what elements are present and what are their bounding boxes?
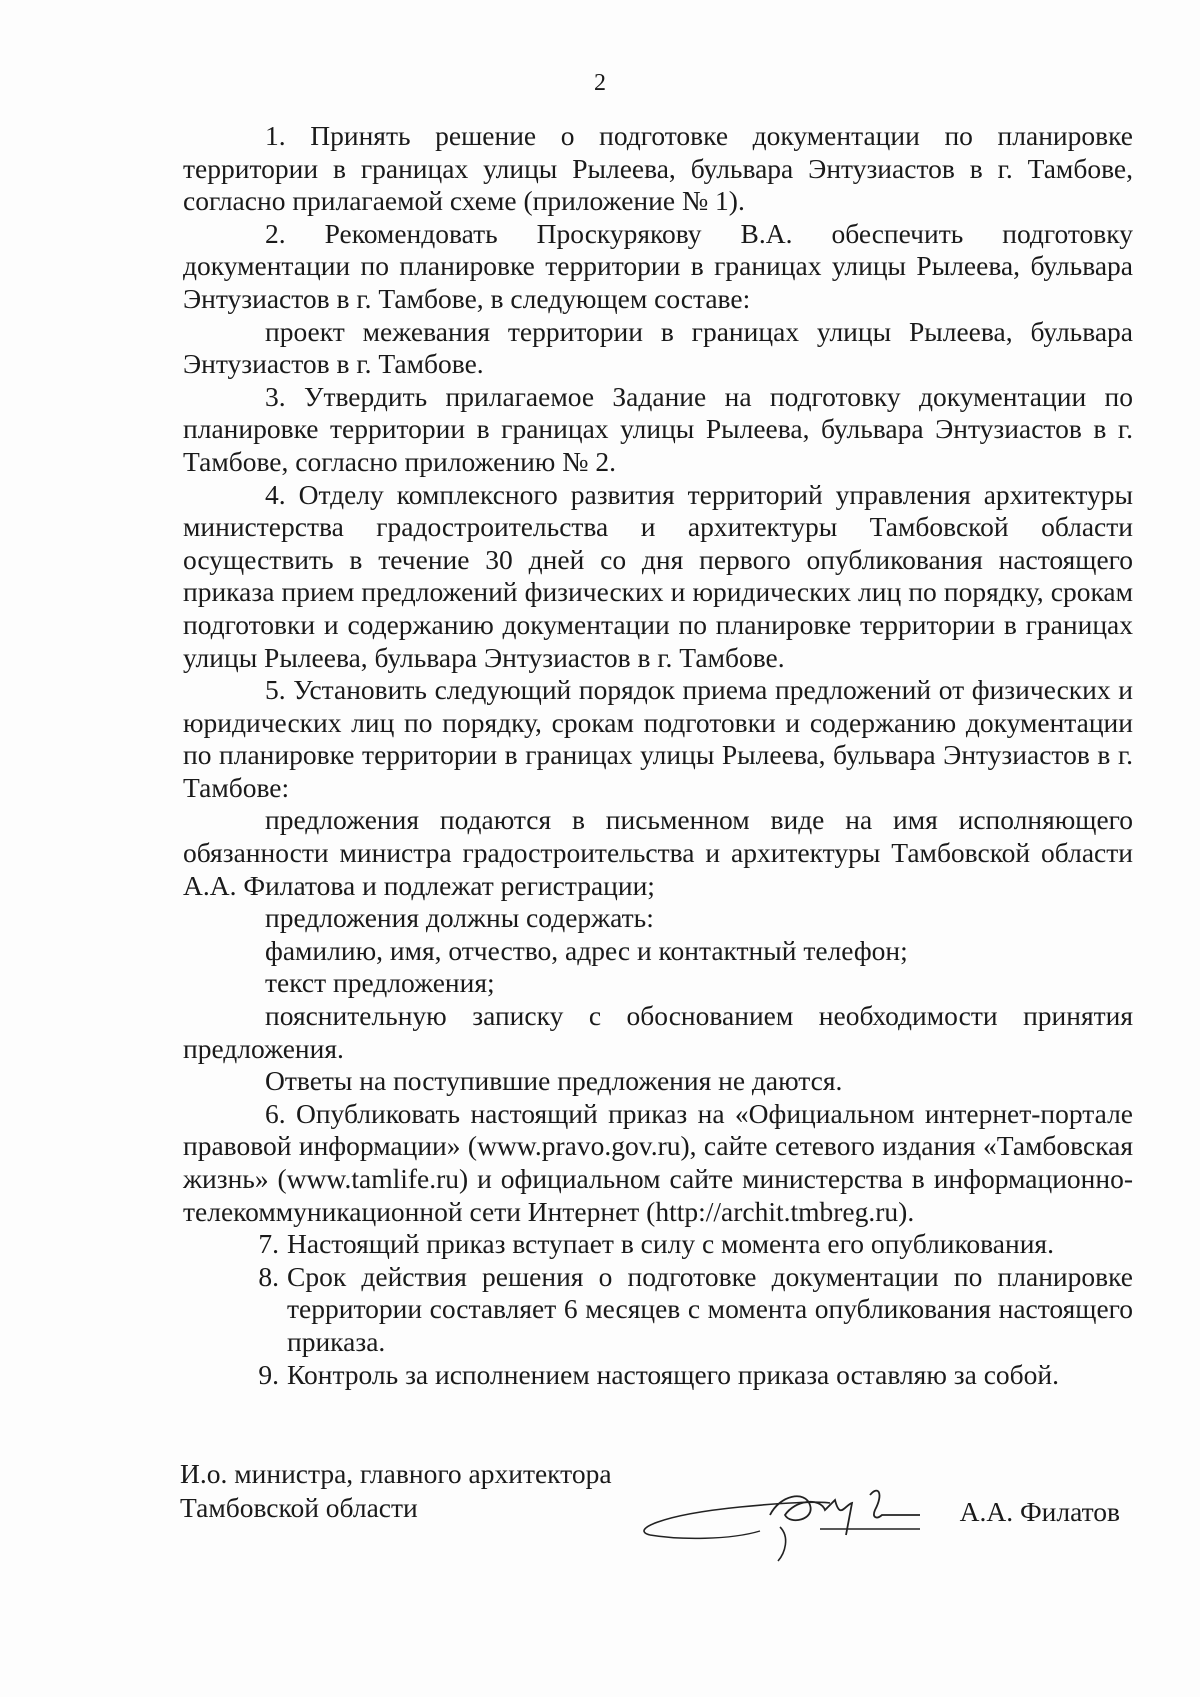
list-number: 7. bbox=[258, 1228, 279, 1260]
signatory-title-line-1: И.о. министра, главного архитектора bbox=[180, 1458, 612, 1489]
list-text: Настоящий приказ вступает в силу с момента его опубликования. bbox=[287, 1228, 1054, 1260]
paragraph-5-item-d: текст предложения; bbox=[265, 967, 495, 999]
document-body bbox=[183, 120, 1133, 1391]
paragraph-1: 1. Принять решение о подготовке документации по планировке территории в границах улицы Рылеева, бульвара Энтузиастов в г. Тамбове, согласно прилагаемой схеме (приложение № 1). bbox=[183, 120, 1133, 217]
paragraph-5-item-a: предложения подаются в письменном виде на имя исполняющего обязанности министра градостроительства и архитектуры Тамбовской области А.А. Филатова и подлежат регистрации; bbox=[183, 804, 1133, 901]
list-item-7 bbox=[183, 1228, 1133, 1261]
paragraph-5-item-b: предложения должны содержать: bbox=[265, 902, 654, 934]
list-item-9 bbox=[183, 1359, 1133, 1392]
paragraph-5-item-c: фамилию, имя, отчество, адрес и контактный телефон; bbox=[265, 934, 908, 966]
list-text: Срок действия решения о подготовке документации по планировке территории составляет 6 месяцев с момента опубликования настоящего приказа. bbox=[287, 1260, 1133, 1357]
signatory-name: А.А. Филатов bbox=[959, 1496, 1120, 1527]
signature-block bbox=[180, 1457, 1150, 1597]
paragraph-6: 6. Опубликовать настоящий приказ на «Официальном интернет-портале правовой информации» (www.pravo.gov.ru), сайте сетевого издания «Тамбовская жизнь» (www.tamlife.ru) и официальном сайте министерства в информационно-телекоммуникационной сети Интернет (http://archit.tmbreg.ru). bbox=[183, 1097, 1133, 1227]
paragraph-5: 5. Установить следующий порядок приема предложений от физических и юридических лиц по порядку, срокам подготовки и содержанию документации по планировке территории в границах улицы Рылеева, бульвара Энтузиастов в г. Тамбове: bbox=[183, 674, 1133, 803]
list-number: 8. bbox=[258, 1260, 279, 1292]
list-number: 9. bbox=[258, 1358, 279, 1390]
paragraph-2: 2. Рекомендовать Проскурякову В.А. обеспечить подготовку документации по планировке территории в границах улицы Рылеева, бульвара Энтузиастов в г. Тамбове, в следующем составе: bbox=[183, 217, 1133, 314]
signatory-title bbox=[180, 1457, 612, 1525]
list-text: Контроль за исполнением настоящего приказа оставляю за собой. bbox=[287, 1358, 1059, 1390]
paragraph-3: 3. Утвердить прилагаемое Задание на подготовку документации по планировке территории в границах улицы Рылеева, бульвара Энтузиастов в г. Тамбове, согласно приложению № 2. bbox=[183, 380, 1133, 477]
paragraph-4: 4. Отделу комплексного развития территорий управления архитектуры министерства градостроительства и архитектуры Тамбовской области осуществить в течение 30 дней со дня первого опубликования настоящего приказа прием предложений физических и юридических лиц по порядку, срокам подготовки и содержанию документации по планировке территории в границах улицы Рылеева, бульвара Энтузиастов в г. Тамбове. bbox=[183, 478, 1133, 673]
signatory-title-line-2: Тамбовской области bbox=[180, 1492, 418, 1523]
page-number: 2 bbox=[594, 70, 606, 96]
list-item-8 bbox=[183, 1261, 1133, 1359]
handwritten-signature bbox=[620, 1465, 920, 1565]
paragraph-5-item-f: Ответы на поступившие предложения не даются. bbox=[265, 1065, 843, 1097]
paragraph-2-subitem: проект межевания территории в границах улицы Рылеева, бульвара Энтузиастов в г. Тамбове. bbox=[183, 315, 1133, 380]
paragraph-5-item-e: пояснительную записку с обоснованием необходимости принятия предложения. bbox=[183, 1000, 1133, 1064]
